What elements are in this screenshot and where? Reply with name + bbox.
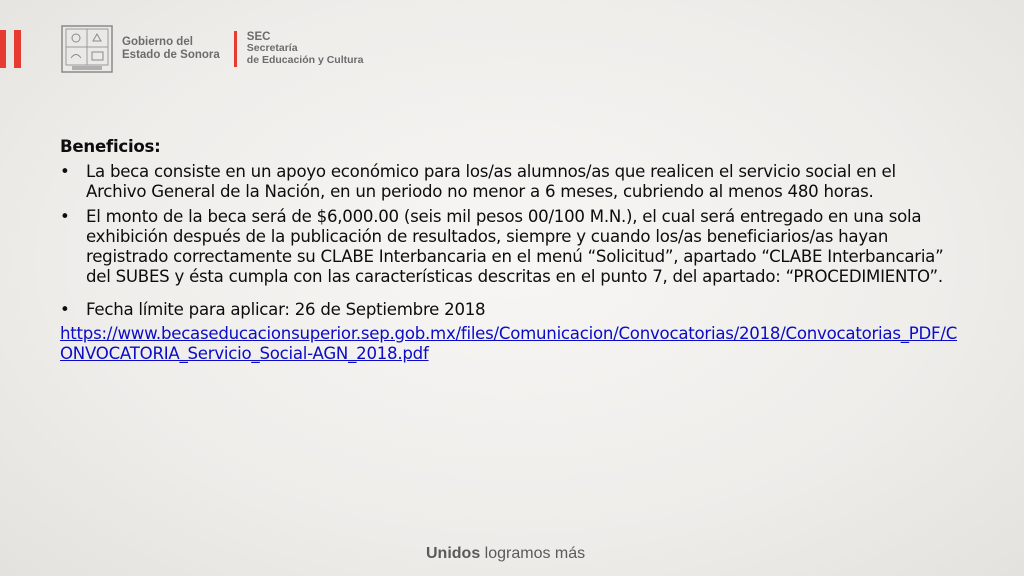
benefits-list (60, 162, 960, 320)
red-bar (14, 30, 21, 68)
gov-line-1: Gobierno del (122, 36, 193, 48)
logo-divider (234, 31, 237, 67)
red-accent-bars (0, 30, 22, 70)
sonora-seal-icon (60, 25, 114, 73)
list-item (60, 300, 960, 320)
sec-logo-text (247, 32, 364, 67)
bullet-icon: • (60, 300, 70, 319)
bullet-text: Fecha límite para aplicar: 26 de Septiembre 2018 (86, 300, 486, 319)
sec-line-2: de Educación y Cultura (246, 53, 364, 66)
slogan-rest: logramos más (480, 545, 586, 562)
footer-slogan (426, 545, 585, 563)
list-item (60, 207, 960, 287)
bullet-text: La beca consiste en un apoyo económico para los/as alumnos/as que realicen el servicio social en el Archivo General de la Nación, en un periodo no menor a 6 meses, cubriendo al menos 480 horas. (86, 162, 896, 201)
gobierno-sonora-logo-text (122, 36, 220, 62)
bullet-icon: • (60, 207, 70, 226)
convocatoria-pdf-link[interactable]: https://www.becaseducacionsuperior.sep.gob.mx/files/Comunicacion/Convocatorias/2018/Convocatorias_PDF/CONVOCATORIA_Servicio_Social-AGN_2018.pdf (60, 324, 958, 363)
header-logos (60, 24, 363, 74)
benefits-heading: Beneficios: (60, 137, 161, 156)
bullet-icon: • (60, 162, 70, 181)
gov-line-2: Estado de Sonora (122, 49, 220, 61)
list-item (60, 162, 960, 202)
red-bar (0, 30, 6, 68)
sec-line-1: Secretaría (246, 42, 298, 55)
slogan-bold: Unidos (426, 545, 481, 562)
bullet-text: El monto de la beca será de $6,000.00 (seis mil pesos 00/100 M.N.), el cual será entregado en una sola exhibición después de la publicación de resultados, siempre y cuando los/as beneficiarios/as hayan registrado correctamente su CLABE Interbancaria en el menú “Solicitud”, apartado “CLABE Interbancaria” del SUBES y ésta cumpla con las características descritas en el punto 7, del apartado: “PROCEDIMIENTO”. (86, 207, 944, 286)
sec-abbreviation: SEC (246, 30, 271, 43)
slide-content (60, 137, 960, 364)
